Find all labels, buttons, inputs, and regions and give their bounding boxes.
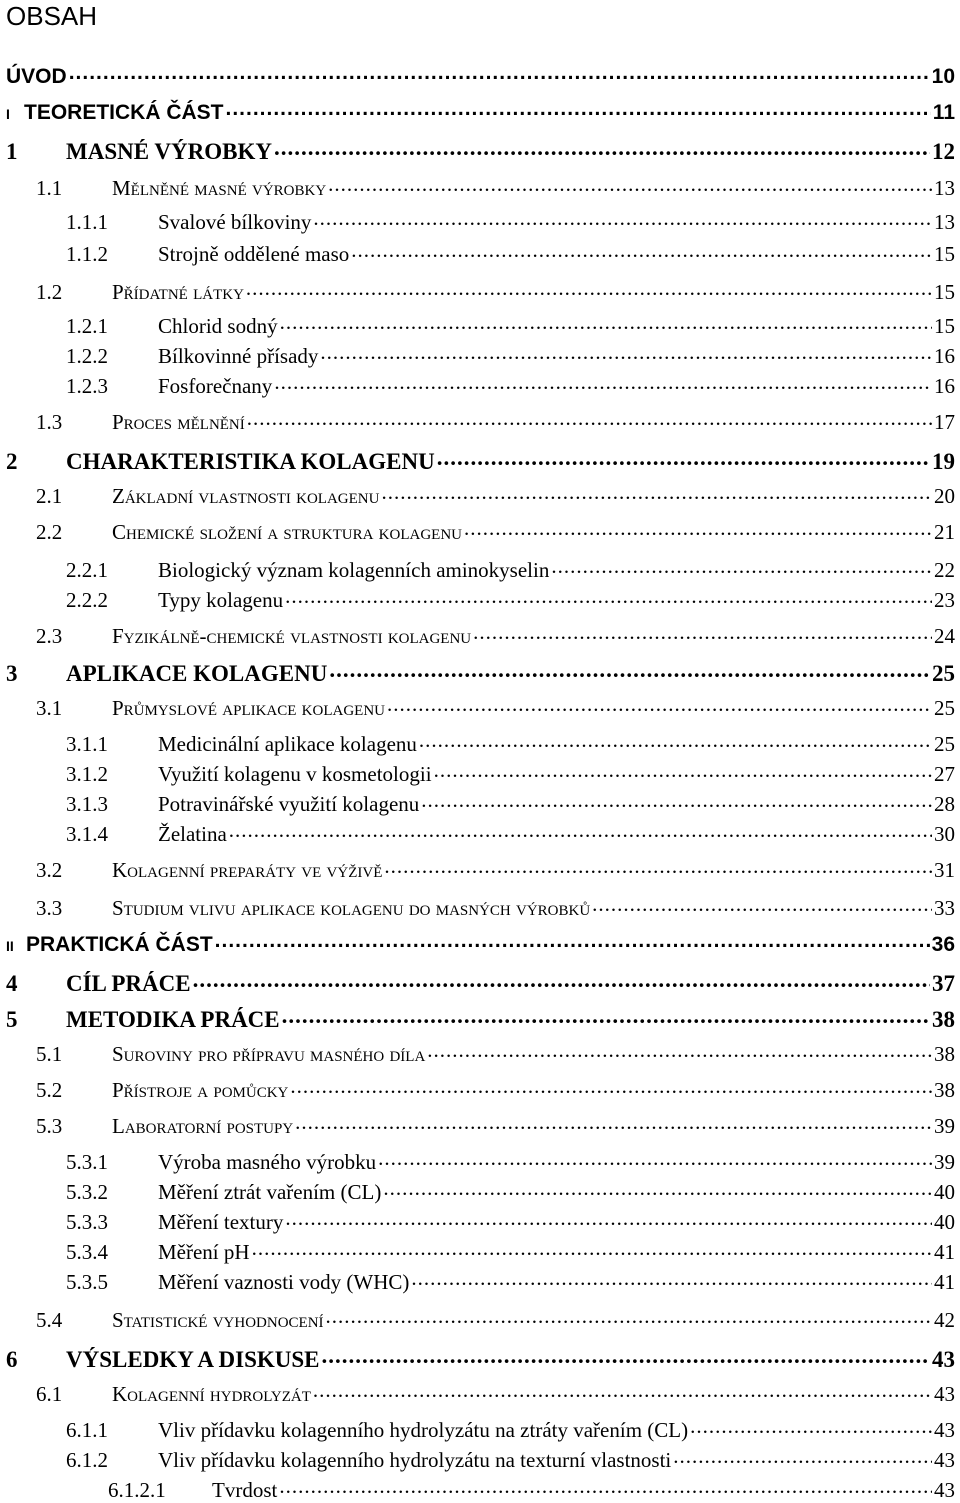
dot-leader bbox=[592, 894, 932, 915]
toc-entry-number: 6.1.1 bbox=[66, 1418, 108, 1442]
dot-leader bbox=[313, 208, 932, 229]
toc-entry-number: 2.3 bbox=[36, 624, 63, 648]
toc-entry-title: Proces mělnění bbox=[112, 410, 245, 434]
toc-entry[interactable] bbox=[6, 1004, 955, 1034]
toc-entry-title: Přídatné látky bbox=[112, 280, 244, 304]
dot-leader bbox=[464, 518, 932, 539]
toc-entry-page-number: 38 bbox=[934, 1042, 955, 1066]
toc-entry[interactable] bbox=[66, 820, 955, 850]
toc-entry-page-number: 41 bbox=[934, 1270, 955, 1294]
dot-leader bbox=[329, 658, 930, 681]
toc-entry[interactable] bbox=[36, 1112, 955, 1142]
toc-entry-page-number: 30 bbox=[934, 822, 955, 846]
toc-entry[interactable] bbox=[36, 482, 955, 512]
toc-entry[interactable] bbox=[66, 1178, 955, 1208]
toc-entry-title: TEORETICKÁ ČÁST bbox=[24, 101, 224, 124]
toc-entry-number: 6 bbox=[6, 1347, 18, 1372]
toc-entry-title: Měření vaznosti vody (WHC) bbox=[158, 1270, 410, 1294]
toc-entry-number: 5.4 bbox=[36, 1308, 63, 1332]
toc-entry-page-number: 23 bbox=[934, 588, 955, 612]
toc-entry-title: Mělněné masné výrobky bbox=[112, 176, 327, 200]
dot-leader bbox=[381, 482, 932, 503]
toc-entry-title: Chemické složení a struktura kolagenu bbox=[112, 520, 462, 544]
dot-leader bbox=[434, 760, 932, 781]
toc-entry-title: Laboratorní postupy bbox=[112, 1114, 294, 1138]
toc-entry[interactable] bbox=[36, 856, 955, 886]
toc-entry-number: 1.1.2 bbox=[66, 242, 108, 266]
page-title: OBSAH bbox=[6, 1, 98, 31]
toc-entry-page-number: 10 bbox=[931, 65, 955, 88]
toc-entry-title: Svalové bílkoviny bbox=[158, 210, 312, 234]
toc-entry-number: 6.1.2 bbox=[66, 1448, 108, 1472]
dot-leader bbox=[285, 586, 932, 607]
dot-leader bbox=[285, 1208, 932, 1229]
toc-entry-number: 1.2.1 bbox=[66, 314, 108, 338]
toc-entry-number: 1.2 bbox=[36, 280, 63, 304]
toc-entry-page-number: 40 bbox=[934, 1180, 955, 1204]
toc-entry[interactable] bbox=[36, 1076, 955, 1106]
toc-entry-page-number: 42 bbox=[934, 1308, 955, 1332]
toc-entry-number: 5.3.1 bbox=[66, 1150, 108, 1174]
toc-entry-number: 5 bbox=[6, 1007, 18, 1032]
toc-entry-number: 6.1.2.1 bbox=[108, 1478, 166, 1502]
toc-entry-number: 3.1.2 bbox=[66, 762, 108, 786]
toc-entry-title: Měření ztrát vařením (CL) bbox=[158, 1180, 382, 1204]
toc-entry-page-number: 43 bbox=[934, 1478, 955, 1502]
toc-entry-number: 2 bbox=[6, 449, 18, 474]
toc-entry-title: PRAKTICKÁ ČÁST bbox=[26, 933, 213, 956]
toc-entry-title: Typy kolagenu bbox=[158, 588, 284, 612]
toc-entry[interactable] bbox=[36, 894, 955, 924]
dot-leader bbox=[690, 1416, 932, 1437]
toc-entry-number: 1.1.1 bbox=[66, 210, 108, 234]
dot-leader bbox=[279, 1476, 932, 1497]
toc-entry-title: Suroviny pro přípravu masného díla bbox=[112, 1042, 426, 1066]
toc-entry-page-number: 15 bbox=[934, 280, 955, 304]
dot-leader bbox=[247, 408, 932, 429]
toc-entry[interactable] bbox=[36, 1380, 955, 1410]
toc-entry-number: 1.2.2 bbox=[66, 344, 108, 368]
toc-entry-number: 5.3.2 bbox=[66, 1180, 108, 1204]
toc-entry-title: APLIKACE KOLAGENU bbox=[66, 661, 328, 686]
dot-leader bbox=[322, 1344, 930, 1367]
toc-entry-number: 5.2 bbox=[36, 1078, 63, 1102]
dot-leader bbox=[282, 1004, 930, 1027]
toc-entry[interactable] bbox=[6, 62, 955, 92]
toc-entry-page-number: 43 bbox=[934, 1418, 955, 1442]
toc-entry-title: Fosforečnany bbox=[158, 374, 273, 398]
toc-entry-title: Bílkovinné přísady bbox=[158, 344, 319, 368]
toc-entry-page-number: 19 bbox=[932, 449, 955, 474]
toc-entry-number: 5.1 bbox=[36, 1042, 63, 1066]
dot-leader bbox=[252, 1238, 932, 1259]
toc-entry[interactable] bbox=[36, 518, 955, 548]
toc-entry[interactable] bbox=[66, 372, 955, 402]
toc-entry-title: Želatina bbox=[158, 822, 227, 846]
toc-entry-page-number: 43 bbox=[932, 1347, 955, 1372]
toc-entry-title: CHARAKTERISTIKA KOLAGENU bbox=[66, 449, 435, 474]
dot-leader bbox=[290, 1076, 932, 1097]
toc-entry-number: 5.3 bbox=[36, 1114, 63, 1138]
toc-entry[interactable] bbox=[66, 586, 955, 616]
dot-leader bbox=[437, 446, 930, 469]
toc-entry[interactable] bbox=[66, 1268, 955, 1298]
toc-entry-title: Chlorid sodný bbox=[158, 314, 278, 338]
toc-entry[interactable] bbox=[66, 760, 955, 790]
toc-entry-page-number: 40 bbox=[934, 1210, 955, 1234]
toc-entry-title: METODIKA PRÁCE bbox=[66, 1007, 280, 1032]
toc-entry-page-number: 43 bbox=[934, 1382, 955, 1406]
toc-entry-title: Tvrdost bbox=[212, 1478, 278, 1502]
dot-leader bbox=[274, 372, 932, 393]
toc-entry-page-number: 24 bbox=[934, 624, 955, 648]
toc-entry[interactable] bbox=[66, 1148, 955, 1178]
toc-entry-title: Studium vlivu aplikace kolagenu do masných výrobků bbox=[112, 896, 591, 920]
dot-leader bbox=[313, 1380, 932, 1401]
toc-entry-page-number: 22 bbox=[934, 558, 955, 582]
toc-entry-page-number: 12 bbox=[932, 139, 955, 164]
toc-entry-number: 2.2 bbox=[36, 520, 63, 544]
toc-entry-number: 3.3 bbox=[36, 896, 63, 920]
toc-entry-title: Vliv přídavku kolagenního hydrolyzátu na ztráty vařením (CL) bbox=[158, 1418, 689, 1442]
dot-leader bbox=[215, 930, 930, 951]
toc-entry-page-number: 37 bbox=[932, 971, 955, 996]
toc-entry-title: CÍL PRÁCE bbox=[66, 971, 191, 996]
toc-entry-title: Základní vlastnosti kolagenu bbox=[112, 484, 380, 508]
dot-leader bbox=[411, 1268, 932, 1289]
dot-leader bbox=[193, 968, 930, 991]
dot-leader bbox=[351, 240, 932, 261]
toc-entry[interactable] bbox=[108, 1476, 955, 1503]
toc-entry-page-number: 20 bbox=[934, 484, 955, 508]
toc-entry[interactable] bbox=[36, 1040, 955, 1070]
toc-entry-page-number: 39 bbox=[934, 1114, 955, 1138]
dot-leader bbox=[384, 856, 932, 877]
toc-entry-number: 1.3 bbox=[36, 410, 63, 434]
dot-leader bbox=[387, 694, 932, 715]
toc-entry[interactable] bbox=[6, 98, 955, 128]
toc-entry[interactable] bbox=[66, 1238, 955, 1268]
toc-entry[interactable] bbox=[66, 790, 955, 820]
toc-entry-number: II bbox=[6, 938, 14, 954]
toc-entry-page-number: 11 bbox=[932, 101, 955, 124]
toc-entry[interactable] bbox=[36, 278, 955, 308]
toc-entry-page-number: 13 bbox=[934, 210, 955, 234]
toc-entry-title: Měření textury bbox=[158, 1210, 284, 1234]
dot-leader bbox=[229, 820, 932, 841]
toc-entry[interactable] bbox=[6, 930, 955, 960]
toc-entry-title: Kolagenní hydrolyzát bbox=[112, 1382, 311, 1406]
toc-entry-title: Strojně oddělené maso bbox=[158, 242, 350, 266]
dot-leader bbox=[295, 1112, 932, 1133]
toc-entry-page-number: 28 bbox=[934, 792, 955, 816]
dot-leader bbox=[421, 790, 932, 811]
toc-entry-page-number: 38 bbox=[932, 1007, 955, 1032]
toc-entry[interactable] bbox=[66, 342, 955, 372]
toc-entry-number: 1.2.3 bbox=[66, 374, 108, 398]
toc-entry-page-number: 13 bbox=[934, 176, 955, 200]
toc-entry-page-number: 39 bbox=[934, 1150, 955, 1174]
toc-entry-title: Výroba masného výrobku bbox=[158, 1150, 377, 1174]
toc-entry[interactable] bbox=[6, 658, 955, 688]
toc-entry-page-number: 21 bbox=[934, 520, 955, 544]
toc-entry-number: 2.1 bbox=[36, 484, 63, 508]
toc-entry-title: ÚVOD bbox=[6, 65, 67, 88]
dot-leader bbox=[419, 730, 932, 751]
toc-entry-title: Statistické vyhodnocení bbox=[112, 1308, 324, 1332]
toc-entry-page-number: 33 bbox=[934, 896, 955, 920]
toc-entry-page-number: 31 bbox=[934, 858, 955, 882]
toc-entry[interactable] bbox=[66, 730, 955, 760]
toc-entry-number: I bbox=[6, 106, 10, 122]
toc-entry[interactable] bbox=[6, 136, 955, 166]
toc-entry-number: 3.1 bbox=[36, 696, 63, 720]
toc-entry-title: Průmyslové aplikace kolagenu bbox=[112, 696, 386, 720]
toc-entry-number: 5.3.3 bbox=[66, 1210, 108, 1234]
dot-leader bbox=[551, 556, 932, 577]
toc-entry-number: 2.2.1 bbox=[66, 558, 108, 582]
toc-entry-number: 6.1 bbox=[36, 1382, 63, 1406]
toc-entry-page-number: 38 bbox=[934, 1078, 955, 1102]
toc-entry[interactable] bbox=[6, 968, 955, 998]
dot-leader bbox=[274, 136, 930, 159]
dot-leader bbox=[378, 1148, 932, 1169]
toc-entry[interactable] bbox=[36, 694, 955, 724]
toc-entry-title: Kolagenní preparáty ve výživě bbox=[112, 858, 383, 882]
toc-entry[interactable] bbox=[66, 1446, 955, 1476]
toc-entry-page-number: 25 bbox=[932, 661, 955, 686]
dot-leader bbox=[328, 174, 932, 195]
toc-entry-number: 2.2.2 bbox=[66, 588, 108, 612]
toc-entry-title: Využití kolagenu v kosmetologii bbox=[158, 762, 432, 786]
toc-entry-page-number: 43 bbox=[934, 1448, 955, 1472]
toc-entry-title: VÝSLEDKY A DISKUSE bbox=[66, 1347, 320, 1372]
toc-entry-number: 1.1 bbox=[36, 176, 63, 200]
toc-entry-number: 3.1.3 bbox=[66, 792, 108, 816]
dot-leader bbox=[246, 278, 932, 299]
toc-entry-page-number: 15 bbox=[934, 314, 955, 338]
toc-entry[interactable] bbox=[36, 408, 955, 438]
dot-leader bbox=[383, 1178, 932, 1199]
toc-entry-number: 1 bbox=[6, 139, 18, 164]
toc-entry-title: Fyzikálně-chemické vlastnosti kolagenu bbox=[112, 624, 472, 648]
toc-entry[interactable] bbox=[66, 312, 955, 342]
toc-entry-number: 3.2 bbox=[36, 858, 63, 882]
toc-entry-page-number: 15 bbox=[934, 242, 955, 266]
toc-entry-page-number: 16 bbox=[934, 374, 955, 398]
toc-entry[interactable] bbox=[66, 208, 955, 238]
dot-leader bbox=[69, 62, 930, 83]
toc-entry-title: Potravinářské využití kolagenu bbox=[158, 792, 420, 816]
toc-entry-title: Přístroje a pomůcky bbox=[112, 1078, 289, 1102]
toc-entry-number: 3 bbox=[6, 661, 18, 686]
toc-entry-page-number: 16 bbox=[934, 344, 955, 368]
toc-entry-number: 5.3.4 bbox=[66, 1240, 108, 1264]
toc-entry-number: 3.1.4 bbox=[66, 822, 108, 846]
toc-entry-page-number: 17 bbox=[934, 410, 955, 434]
toc-entry[interactable] bbox=[36, 174, 955, 204]
dot-leader bbox=[673, 1446, 932, 1467]
toc-entry-title: Vliv přídavku kolagenního hydrolyzátu na texturní vlastnosti bbox=[158, 1448, 672, 1472]
toc-entry[interactable] bbox=[66, 1208, 955, 1238]
dot-leader bbox=[427, 1040, 932, 1061]
toc-entry[interactable] bbox=[36, 1306, 955, 1336]
toc-entry[interactable] bbox=[6, 1344, 955, 1374]
toc-entry-title: Měření pH bbox=[158, 1240, 250, 1264]
toc-entry[interactable] bbox=[66, 556, 955, 586]
toc-entry-title: Biologický význam kolagenních aminokyselin bbox=[158, 558, 550, 582]
toc-entry-title: Medicinální aplikace kolagenu bbox=[158, 732, 417, 756]
toc-entry-page-number: 25 bbox=[934, 696, 955, 720]
toc-entry-page-number: 36 bbox=[931, 933, 955, 956]
dot-leader bbox=[226, 98, 931, 119]
toc-entry[interactable] bbox=[6, 446, 955, 476]
toc-entry-title: MASNÉ VÝROBKY bbox=[66, 139, 272, 164]
toc-entry-number: 5.3.5 bbox=[66, 1270, 108, 1294]
toc-entry[interactable] bbox=[36, 622, 955, 652]
toc-entry[interactable] bbox=[66, 1416, 955, 1446]
toc-entry-number: 3.1.1 bbox=[66, 732, 108, 756]
toc-entry[interactable] bbox=[66, 240, 955, 270]
dot-leader bbox=[326, 1306, 932, 1327]
toc-entry-page-number: 27 bbox=[934, 762, 955, 786]
dot-leader bbox=[280, 312, 932, 333]
toc-entry-number: 4 bbox=[6, 971, 18, 996]
dot-leader bbox=[320, 342, 932, 363]
toc-entry-page-number: 25 bbox=[934, 732, 955, 756]
toc-entry-page-number: 41 bbox=[934, 1240, 955, 1264]
dot-leader bbox=[473, 622, 932, 643]
